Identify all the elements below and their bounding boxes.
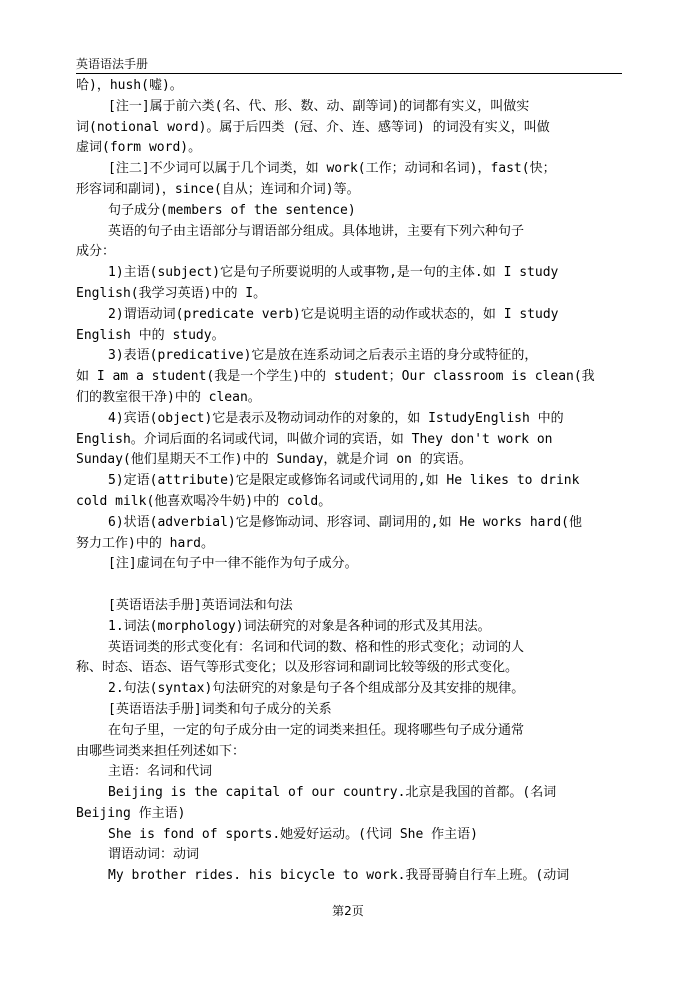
text-line: 5)定语(attribute)它是限定或修饰名词或代词用的,如 He likes to drink bbox=[108, 473, 580, 489]
text-line: 如 I am a student(我是一个学生)中的 student；Our classroom is clean(我 bbox=[76, 369, 595, 385]
text-line: 词(notional word)。属于后四类 (冠、介、连、感等词) 的词没有实义，叫做 bbox=[76, 119, 550, 135]
text-line: 2)谓语动词(predicate verb)它是说明主语的动作或状态的，如 I study bbox=[108, 306, 559, 322]
blank-line bbox=[76, 575, 622, 596]
text-line: 们的教室很干净)中的 clean。 bbox=[76, 389, 261, 405]
text-line: My brother rides. his bicycle to work.我哥哥骑自行车上班。(动词 bbox=[108, 868, 570, 884]
text-line: 6)状语(adverbial)它是修饰动词、形容词、副词用的,如 He works hard(他 bbox=[108, 514, 582, 530]
running-header: 英语语法手册 bbox=[76, 56, 622, 74]
text-line: 在句子里，一定的句子成分由一定的词类来担任。现将哪些句子成分通常 bbox=[108, 722, 525, 738]
text-line: 哈)，hush(嘘)。 bbox=[76, 78, 183, 93]
text-line: 2.句法(syntax)句法研究的对象是句子各个组成部分及其安排的规律。 bbox=[108, 681, 525, 697]
text-line: 3)表语(predicative)它是放在连系动词之后表示主语的身分或特征的， bbox=[108, 348, 538, 364]
text-line: [英语语法手册]英语词法和句法 bbox=[108, 597, 293, 613]
text-line: 谓语动词：动词 bbox=[108, 847, 200, 863]
text-line: 成分： bbox=[76, 244, 116, 260]
text-line: 句子成分(members of the sentence) bbox=[108, 202, 356, 218]
text-line: [注二]不少词可以属于几个词类，如 work(工作；动词和名词)，fast(快； bbox=[108, 161, 556, 177]
text-line: English。介词后面的名词或代词，叫做介词的宾语，如 They don't work on bbox=[76, 431, 553, 447]
text-line: 由哪些词类来担任列述如下： bbox=[76, 743, 246, 759]
text-line: English(我学习英语)中的 I。 bbox=[76, 285, 267, 301]
text-line: 4)宾语(object)它是表示及物动词动作的对象的，如 IstudyEnglish 中的 bbox=[108, 410, 564, 426]
text-line: Beijing is the capital of our country.北京是我国的首都。(名词 bbox=[108, 785, 557, 801]
text-line: 称、时态、语态、语气等形式变化；以及形容词和副词比较等级的形式变化。 bbox=[76, 660, 519, 676]
text-line: [注]虚词在句子中一律不能作为句子成分。 bbox=[108, 556, 358, 572]
text-line: 形容词和副词)，since(自从；连词和介词)等。 bbox=[76, 181, 360, 197]
text-line: Beijing 作主语) bbox=[76, 805, 186, 821]
text-line: 努力工作)中的 hard。 bbox=[76, 535, 214, 551]
page-number: 第2页 bbox=[332, 904, 364, 918]
text-line: 英语的句子由主语部分与谓语部分组成。具体地讲，主要有下列六种句子 bbox=[108, 223, 525, 239]
text-line: [注一]属于前六类(名、代、形、数、动、副等词)的词都有实义，叫做实 bbox=[108, 98, 530, 114]
text-line: cold milk(他喜欢喝冷牛奶)中的 cold。 bbox=[76, 493, 332, 509]
text-line: 1)主语(subject)它是句子所要说明的人或事物,是一句的主体.如 I study bbox=[108, 265, 559, 281]
text-line: 1.词法(morphology)词法研究的对象是各种词的形式及其用法。 bbox=[108, 618, 491, 634]
text-line: English 中的 study。 bbox=[76, 327, 225, 343]
text-line: 英语词类的形式变化有：名词和代词的数、格和性的形式变化；动词的人 bbox=[108, 639, 525, 655]
text-line: Sunday(他们星期天不工作)中的 Sunday，就是介词 on 的宾语。 bbox=[76, 452, 472, 468]
body-text bbox=[76, 76, 622, 887]
text-line: 主语：名词和代词 bbox=[108, 764, 213, 780]
text-line: 虚词(form word)。 bbox=[76, 140, 202, 156]
text-line: [英语语法手册]词类和句子成分的关系 bbox=[108, 701, 332, 717]
text-line: She is fond of sports.她爱好运动。(代词 She 作主语) bbox=[108, 826, 478, 842]
